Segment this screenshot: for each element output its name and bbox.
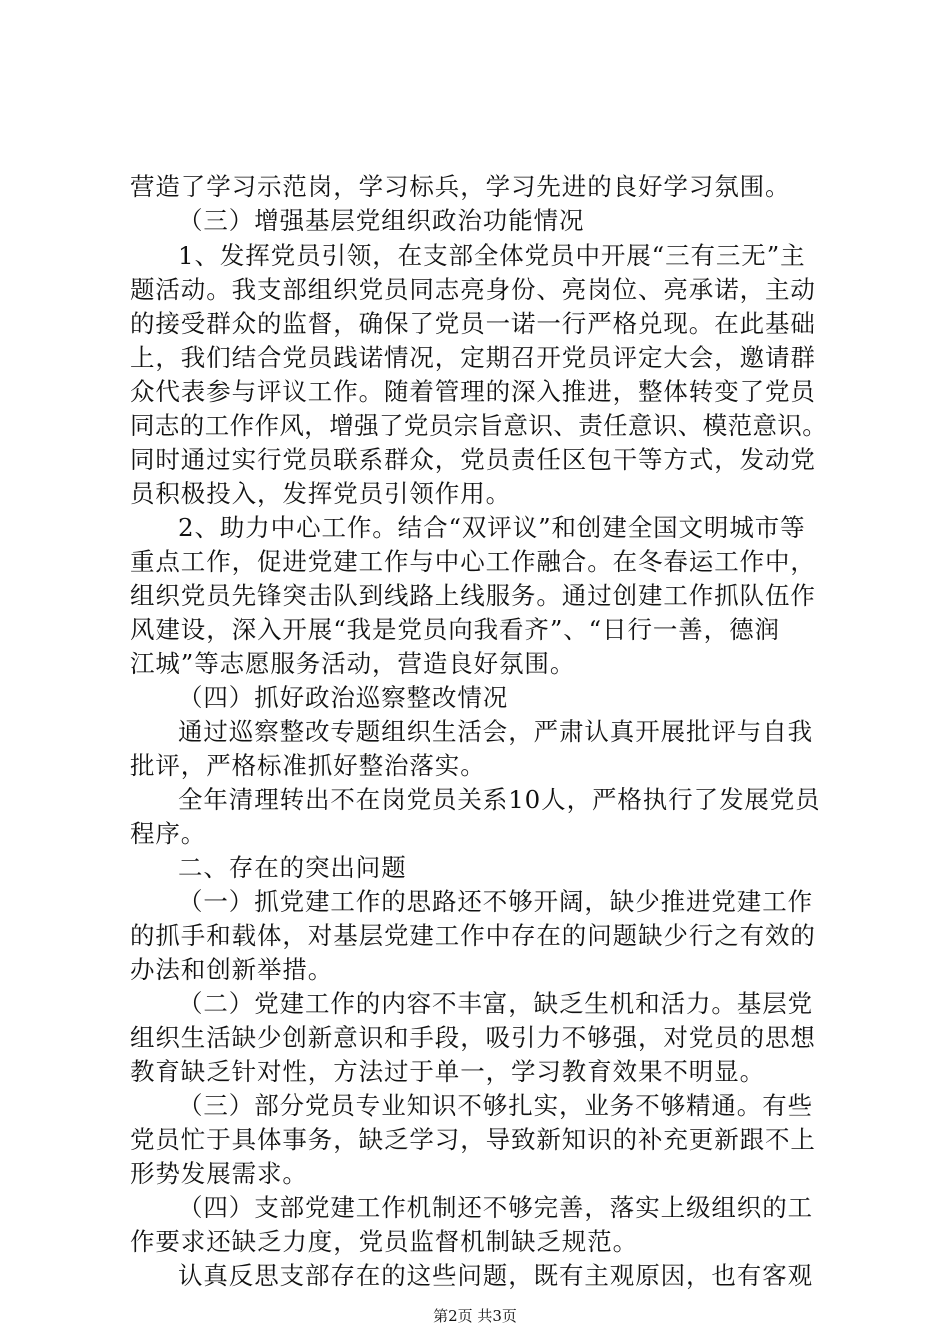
body-line: 2、助力中心工作。结合“双评议”和创建全国文明城市等 — [178, 513, 806, 542]
body-line: 办法和创新举措。 — [130, 955, 334, 984]
body-line: （四）支部党建工作机制还不够完善，落实上级组织的工 — [178, 1193, 813, 1222]
body-line: 的抓手和载体，对基层党建工作中存在的问题缺少行之有效的 — [130, 921, 816, 950]
section-heading: （四）抓好政治巡察整改情况 — [178, 683, 509, 712]
body-line: 上，我们结合党员践诺情况，定期召开党员评定大会，邀请群 — [130, 343, 816, 372]
body-line: 通过巡察整改专题组织生活会，严肃认真开展批评与自我 — [178, 717, 813, 746]
body-line: 认真反思支部存在的这些问题，既有主观原因，也有客观 — [178, 1261, 813, 1290]
body-line: 组织党员先锋突击队到线路上线服务。通过创建工作抓队伍作 — [130, 581, 816, 610]
body-line: 营造了学习示范岗，学习标兵，学习先进的良好学习氛围。 — [130, 172, 791, 201]
body-line: 同志的工作作风，增强了党员宗旨意识、责任意识、模范意识。 — [130, 411, 828, 440]
page-number: 第2页 共3页 — [433, 1307, 517, 1325]
body-line: 重点工作，促进党建工作与中心工作融合。在冬春运工作中， — [130, 547, 816, 576]
body-line: 题活动。我支部组织党员同志亮身份、亮岗位、亮承诺，主动 — [130, 275, 816, 304]
body-line: （一）抓党建工作的思路还不够开阔，缺少推进党建工作 — [178, 887, 813, 916]
body-line: （二）党建工作的内容不丰富，缺乏生机和活力。基层党 — [178, 989, 813, 1018]
body-line: 全年清理转出不在岗党员关系10人，严格执行了发展党员 — [178, 785, 821, 814]
body-line: 教育缺乏针对性，方法过于单一，学习教育效果不明显。 — [130, 1057, 765, 1086]
body-line: 组织生活缺少创新意识和手段，吸引力不够强，对党员的思想 — [130, 1023, 816, 1052]
body-line: （三）部分党员专业知识不够扎实，业务不够精通。有些 — [178, 1091, 813, 1120]
body-line: 形势发展需求。 — [130, 1159, 308, 1188]
body-line: 1、发挥党员引领，在支部全体党员中开展“三有三无”主 — [178, 241, 806, 270]
section-heading: 二、存在的突出问题 — [178, 853, 407, 882]
body-line: 程序。 — [130, 819, 207, 848]
body-line: 批评，严格标准抓好整治落实。 — [130, 751, 486, 780]
body-line: 作要求还缺乏力度，党员监督机制缺乏规范。 — [130, 1227, 638, 1256]
body-line: 江城”等志愿服务活动，营造良好氛围。 — [130, 649, 576, 678]
section-heading: （三）增强基层党组织政治功能情况 — [178, 206, 585, 235]
body-line: 员积极投入，发挥党员引领作用。 — [130, 479, 511, 508]
body-line: 众代表参与评议工作。随着管理的深入推进，整体转变了党员 — [130, 377, 816, 406]
body-line: 的接受群众的监督，确保了党员一诺一行严格兑现。在此基础 — [130, 309, 816, 338]
body-line: 党员忙于具体事务，缺乏学习，导致新知识的补充更新跟不上 — [130, 1125, 816, 1154]
body-line: 风建设，深入开展“我是党员向我看齐”、“日行一善，德润 — [130, 615, 780, 644]
body-line: 同时通过实行党员联系群众，党员责任区包干等方式，发动党 — [130, 445, 816, 474]
